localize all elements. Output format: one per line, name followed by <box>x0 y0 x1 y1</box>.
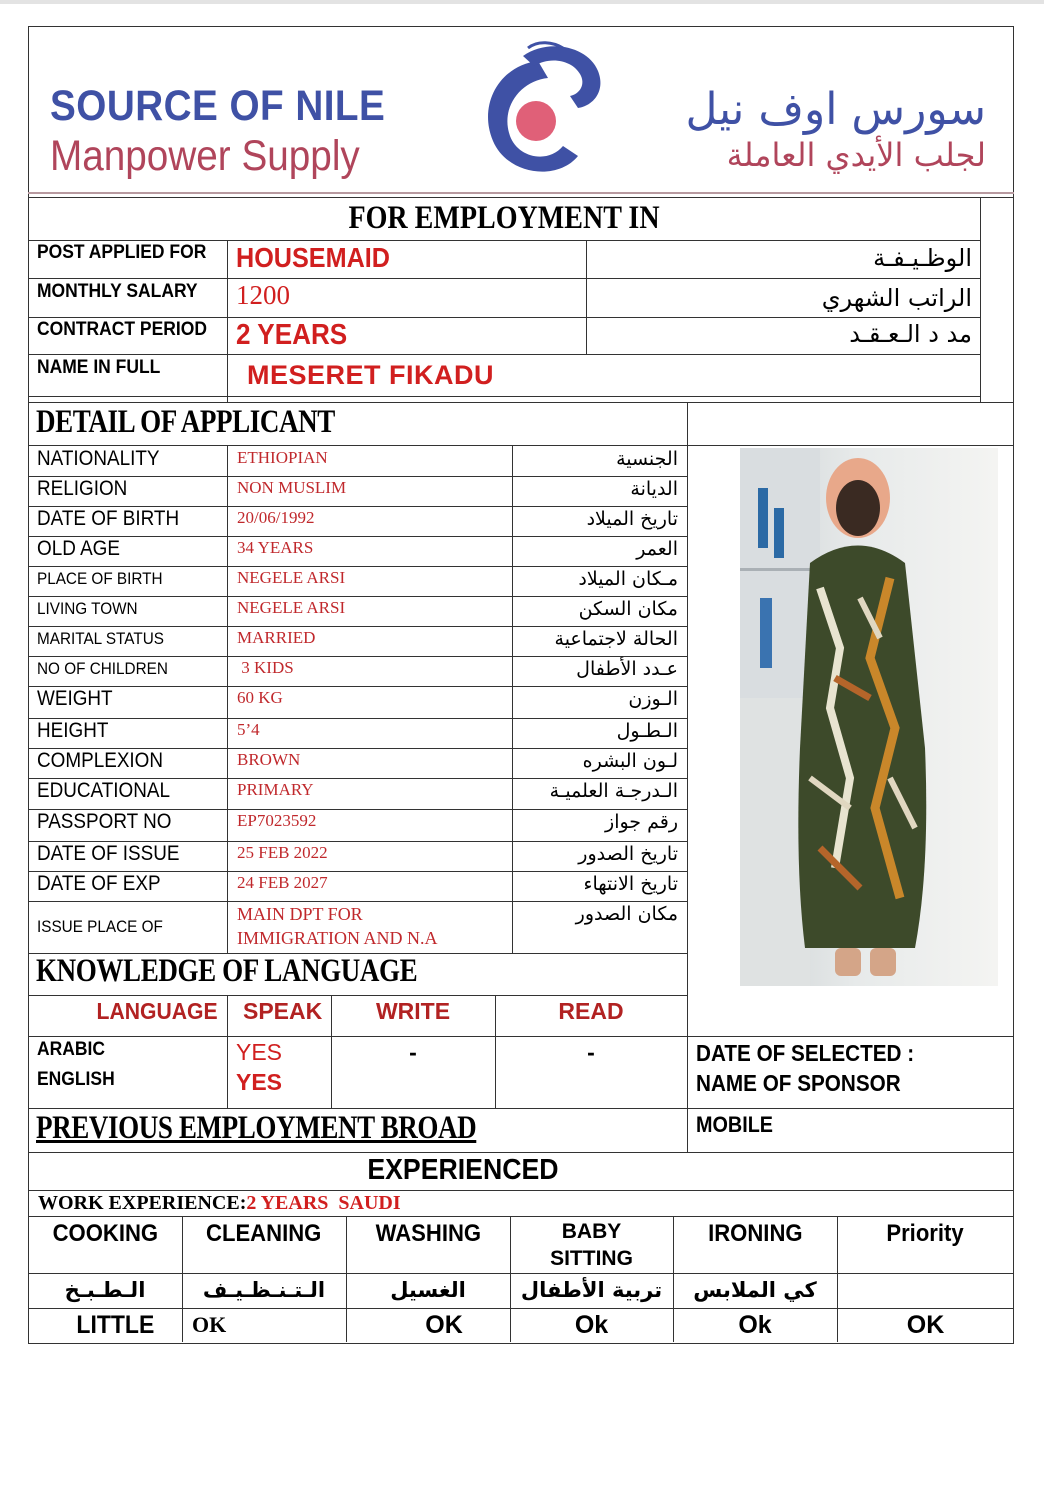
detail-label: PLACE OF BIRTH <box>37 569 163 588</box>
skill-level-baby-sitting: Ok <box>574 1311 609 1339</box>
detail-col-divider <box>512 871 513 901</box>
experienced-label: EXPERIENCED <box>367 1154 559 1186</box>
detail-col-divider <box>227 476 228 506</box>
skill-level-priority: OK <box>906 1311 945 1339</box>
detail-label: RELIGION <box>37 477 128 500</box>
detail-row-divider <box>28 718 687 719</box>
person-figure-icon <box>740 448 998 986</box>
post-applied-value: HOUSEMAID <box>236 242 391 273</box>
lang-header-write: WRITE <box>375 998 451 1024</box>
detail-col-divider <box>512 901 513 953</box>
detail-arabic: الجنسية <box>616 448 678 470</box>
lang-header-language: LANGUAGE <box>96 998 218 1024</box>
detail-label: DATE OF EXP <box>37 872 161 895</box>
lang-header-read: READ <box>558 998 624 1024</box>
name-in-full-label: NAME IN FULL <box>37 357 161 378</box>
skill-header-cooking: COOKING <box>52 1220 158 1247</box>
detail-col-divider <box>512 626 513 656</box>
date-of-selected-label: DATE OF SELECTED : <box>696 1040 915 1066</box>
detail-value-line2: IMMIGRATION AND N.A <box>237 928 438 948</box>
detail-col-divider <box>227 506 228 536</box>
detail-col-divider <box>512 506 513 536</box>
skill-arabic-cooking: الـطـبـخ <box>64 1278 146 1302</box>
detail-arabic: مـكان الميلاد <box>578 568 678 590</box>
detail-row-divider <box>28 686 687 687</box>
detail-col-divider <box>512 748 513 778</box>
detail-value: 24 FEB 2027 <box>237 873 328 892</box>
contract-period-arabic: مد د الـعـقـد <box>849 320 972 348</box>
detail-arabic: الـوزن <box>628 688 678 710</box>
detail-arabic: مكان السكن <box>578 598 678 620</box>
detail-value: NON MUSLIM <box>237 478 347 497</box>
detail-col-divider <box>512 841 513 871</box>
monthly-salary-label: MONTHLY SALARY <box>37 281 198 302</box>
skill-arabic-washing: الغسيل <box>390 1278 466 1302</box>
detail-label: EDUCATIONAL <box>37 779 171 802</box>
detail-col-divider <box>227 536 228 566</box>
language-title: KNOWLEDGE OF LANGUAGE <box>36 953 418 989</box>
detail-col-divider <box>227 656 228 686</box>
detail-row-divider <box>28 536 687 537</box>
skill-level-cooking: LITTLE <box>76 1311 154 1339</box>
skill-arabic-baby-sitting: تربية الأطفال <box>520 1278 663 1302</box>
sponsor-name-label: NAME OF SPONSOR <box>696 1070 901 1096</box>
lang-arabic-write: - <box>409 1039 417 1065</box>
skill-level-cleaning: OK <box>192 1312 227 1337</box>
skill-header-baby-sitting: BABY SITTING <box>550 1220 633 1270</box>
logo-english-line1: SOURCE OF NILE <box>50 82 386 130</box>
detail-arabic: مكان الصدور <box>575 903 678 925</box>
contract-period-label: CONTRACT PERIOD <box>37 319 207 340</box>
skill-header-ironing: IRONING <box>707 1220 803 1247</box>
detail-arabic: الـطـول <box>616 720 678 742</box>
detail-arabic: عـدد الأطفال <box>576 658 678 680</box>
detail-arabic: العمر <box>636 538 678 560</box>
skill-arabic-cleaning: الـتـنـظـيـف <box>202 1278 326 1302</box>
employment-title: FOR EMPLOYMENT IN <box>348 200 660 236</box>
detail-label: PASSPORT NO <box>37 810 172 833</box>
detail-col-divider <box>227 809 228 841</box>
detail-col-divider <box>227 686 228 718</box>
detail-value: ETHIOPIAN <box>237 448 328 467</box>
monthly-salary-arabic: الراتب الشهري <box>821 284 972 312</box>
detail-applicant-title: DETAIL OF APPLICANT <box>36 404 335 440</box>
detail-value: BROWN <box>237 750 301 769</box>
detail-label: HEIGHT <box>37 719 109 742</box>
work-experience-value: 2 YEARS SAUDI <box>246 1192 401 1214</box>
detail-value: 34 YEARS <box>237 538 314 557</box>
detail-arabic: الحالة لاجتماعية <box>554 628 678 650</box>
skill-level-ironing: Ok <box>738 1311 772 1339</box>
detail-row-divider <box>28 566 687 567</box>
detail-label: ISSUE PLACE OF <box>37 917 163 936</box>
detail-col-divider <box>512 596 513 626</box>
detail-col-divider <box>227 718 228 748</box>
detail-arabic: تاريخ الميلاد <box>586 508 678 530</box>
work-experience <box>38 1192 401 1215</box>
detail-label: LIVING TOWN <box>37 599 138 618</box>
contract-period-value: 2 YEARS <box>236 319 348 351</box>
detail-arabic: الـدرجـة العلميـة <box>549 780 678 802</box>
detail-col-divider <box>512 566 513 596</box>
previous-employment-title: PREVIOUS EMPLOYMENT BROAD <box>36 1110 477 1146</box>
top-divider <box>0 0 1044 4</box>
detail-value: 5’4 <box>237 720 260 739</box>
detail-row-divider <box>28 596 687 597</box>
detail-value: EP7023592 <box>237 811 317 830</box>
detail-arabic: تاريخ الانتهاء <box>583 873 678 895</box>
post-applied-label: POST APPLIED FOR <box>37 242 207 263</box>
detail-value: PRIMARY <box>237 780 314 799</box>
detail-arabic: تاريخ الصدور <box>578 843 678 865</box>
work-experience-label: WORK EXPERIENCE: <box>38 1192 247 1214</box>
detail-arabic: الديانة <box>630 478 678 500</box>
detail-value: NEGELE ARSI <box>237 568 346 587</box>
nile-logo-icon <box>468 36 618 186</box>
detail-label: OLD AGE <box>37 537 120 560</box>
detail-col-divider <box>227 596 228 626</box>
detail-col-divider <box>512 718 513 748</box>
detail-col-divider <box>512 778 513 809</box>
detail-value: 60 KG <box>237 688 283 707</box>
detail-col-divider <box>227 841 228 871</box>
applicant-photo <box>740 448 998 986</box>
detail-label: NO OF CHILDREN <box>37 659 168 678</box>
detail-col-divider <box>227 871 228 901</box>
lang-arabic-speak: YES <box>236 1039 283 1065</box>
detail-col-divider <box>227 626 228 656</box>
detail-col-divider <box>227 566 228 596</box>
detail-row-divider <box>28 626 687 627</box>
detail-arabic: رقم جواز <box>605 811 678 833</box>
lang-english-speak: YES <box>236 1069 283 1095</box>
detail-row-divider <box>28 901 687 902</box>
detail-col-divider <box>512 686 513 718</box>
logo-english-line2: Manpower Supply <box>50 132 360 180</box>
detail-col-divider <box>227 901 228 953</box>
detail-value: 20/06/1992 <box>237 508 315 527</box>
detail-col-divider <box>227 748 228 778</box>
header <box>28 26 1012 198</box>
detail-col-divider <box>512 476 513 506</box>
logo-arabic-line2: لجلب الأيدي العاملة <box>726 136 986 174</box>
detail-value: MARRIED <box>237 628 316 647</box>
skill-header-cleaning: CLEANING <box>206 1220 322 1247</box>
logo-arabic-line1: سورس اوف نيل <box>685 84 986 135</box>
skill-arabic-ironing: كي الملابس <box>693 1278 817 1302</box>
detail-label: NATIONALITY <box>37 447 160 470</box>
lang-header-speak: SPEAK <box>243 998 323 1024</box>
mobile-label: MOBILE <box>696 1112 774 1137</box>
detail-col-divider <box>512 446 513 476</box>
detail-label: COMPLEXION <box>37 749 164 772</box>
detail-arabic: لـون البشره <box>582 750 678 772</box>
lang-arabic-label: ARABIC <box>37 1039 105 1060</box>
skill-header-priority: Priority <box>886 1220 965 1247</box>
detail-label: MARITAL STATUS <box>37 629 164 648</box>
detail-col-divider <box>512 656 513 686</box>
detail-col-divider <box>227 446 228 476</box>
skill-header-washing: WASHING <box>375 1220 481 1247</box>
lang-english-label: ENGLISH <box>37 1069 115 1090</box>
monthly-salary-value: 1200 <box>236 280 290 310</box>
detail-value: NEGELE ARSI <box>237 598 346 617</box>
detail-value: 3 KIDS <box>237 658 294 677</box>
detail-value-line1: MAIN DPT FOR <box>237 904 363 924</box>
detail-label: WEIGHT <box>37 687 113 710</box>
detail-row-divider <box>28 656 687 657</box>
lang-arabic-read: - <box>587 1039 595 1065</box>
detail-col-divider <box>512 536 513 566</box>
detail-value: 25 FEB 2022 <box>237 843 328 862</box>
detail-label: DATE OF BIRTH <box>37 507 180 530</box>
post-applied-arabic: الوظـيـفـة <box>873 244 972 272</box>
detail-col-divider <box>227 778 228 809</box>
header-underline <box>28 192 1014 194</box>
detail-col-divider <box>512 809 513 841</box>
application-form <box>28 26 1014 1344</box>
detail-label: DATE OF ISSUE <box>37 842 180 865</box>
applicant-name: MESERET FIKADU <box>247 360 495 390</box>
skill-level-washing: OK <box>425 1311 463 1339</box>
